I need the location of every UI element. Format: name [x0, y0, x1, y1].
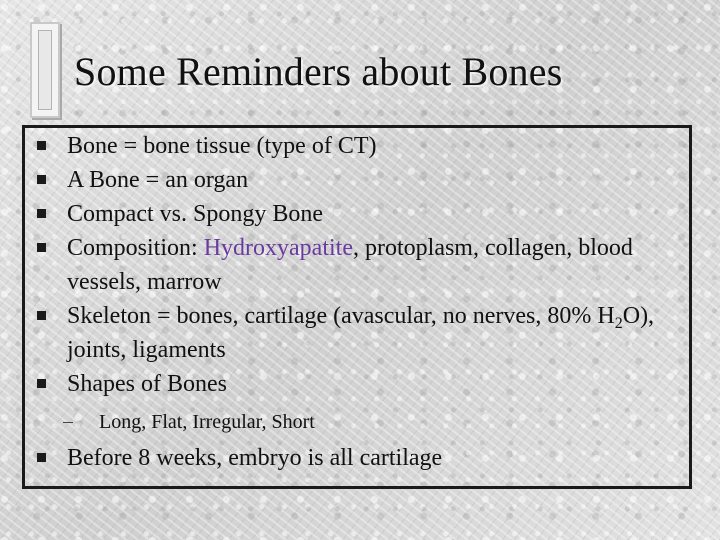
list-item	[31, 367, 671, 437]
composition-rest: , protoplasm, collagen, blood vessels, marrow	[67, 235, 633, 295]
sub-bullet-list	[67, 407, 671, 437]
sub-list-item	[67, 407, 671, 437]
list-item	[31, 231, 671, 299]
content-box	[22, 125, 692, 489]
list-item	[31, 129, 671, 163]
square-bullet-icon	[37, 243, 46, 252]
list-item	[31, 197, 671, 231]
dash-bullet-icon	[63, 422, 73, 423]
bullet-text: Before 8 weeks, embryo is all cartilage	[67, 445, 443, 471]
hydroxyapatite-highlight: Hydroxyapatite	[203, 235, 353, 261]
list-item	[31, 163, 671, 197]
slide-title: Some Reminders about Bones	[74, 49, 563, 94]
skeleton-text-after: O), joints, ligaments	[67, 303, 655, 363]
square-bullet-icon	[37, 209, 46, 218]
skeleton-text-before: Skeleton = bones, cartilage (avascular, no nerves, 80% H	[67, 303, 615, 329]
composition-label: Composition:	[67, 235, 204, 261]
bullet-text: Compact vs. Spongy Bone	[67, 201, 323, 227]
square-bullet-icon	[37, 379, 46, 388]
sub-bullet-text: Long, Flat, Irregular, Short	[99, 411, 315, 433]
list-item	[31, 441, 671, 475]
decorative-bar-inner	[38, 30, 52, 110]
square-bullet-icon	[37, 141, 46, 150]
square-bullet-icon	[37, 311, 46, 320]
list-item	[31, 299, 671, 367]
bullet-list	[31, 129, 671, 475]
bullet-text: Shapes of Bones	[67, 371, 227, 397]
square-bullet-icon	[37, 453, 46, 462]
square-bullet-icon	[37, 175, 46, 184]
bullet-text: A Bone = an organ	[67, 167, 249, 193]
water-subscript: 2	[614, 315, 623, 332]
bullet-text: Bone = bone tissue (type of CT)	[67, 133, 377, 159]
